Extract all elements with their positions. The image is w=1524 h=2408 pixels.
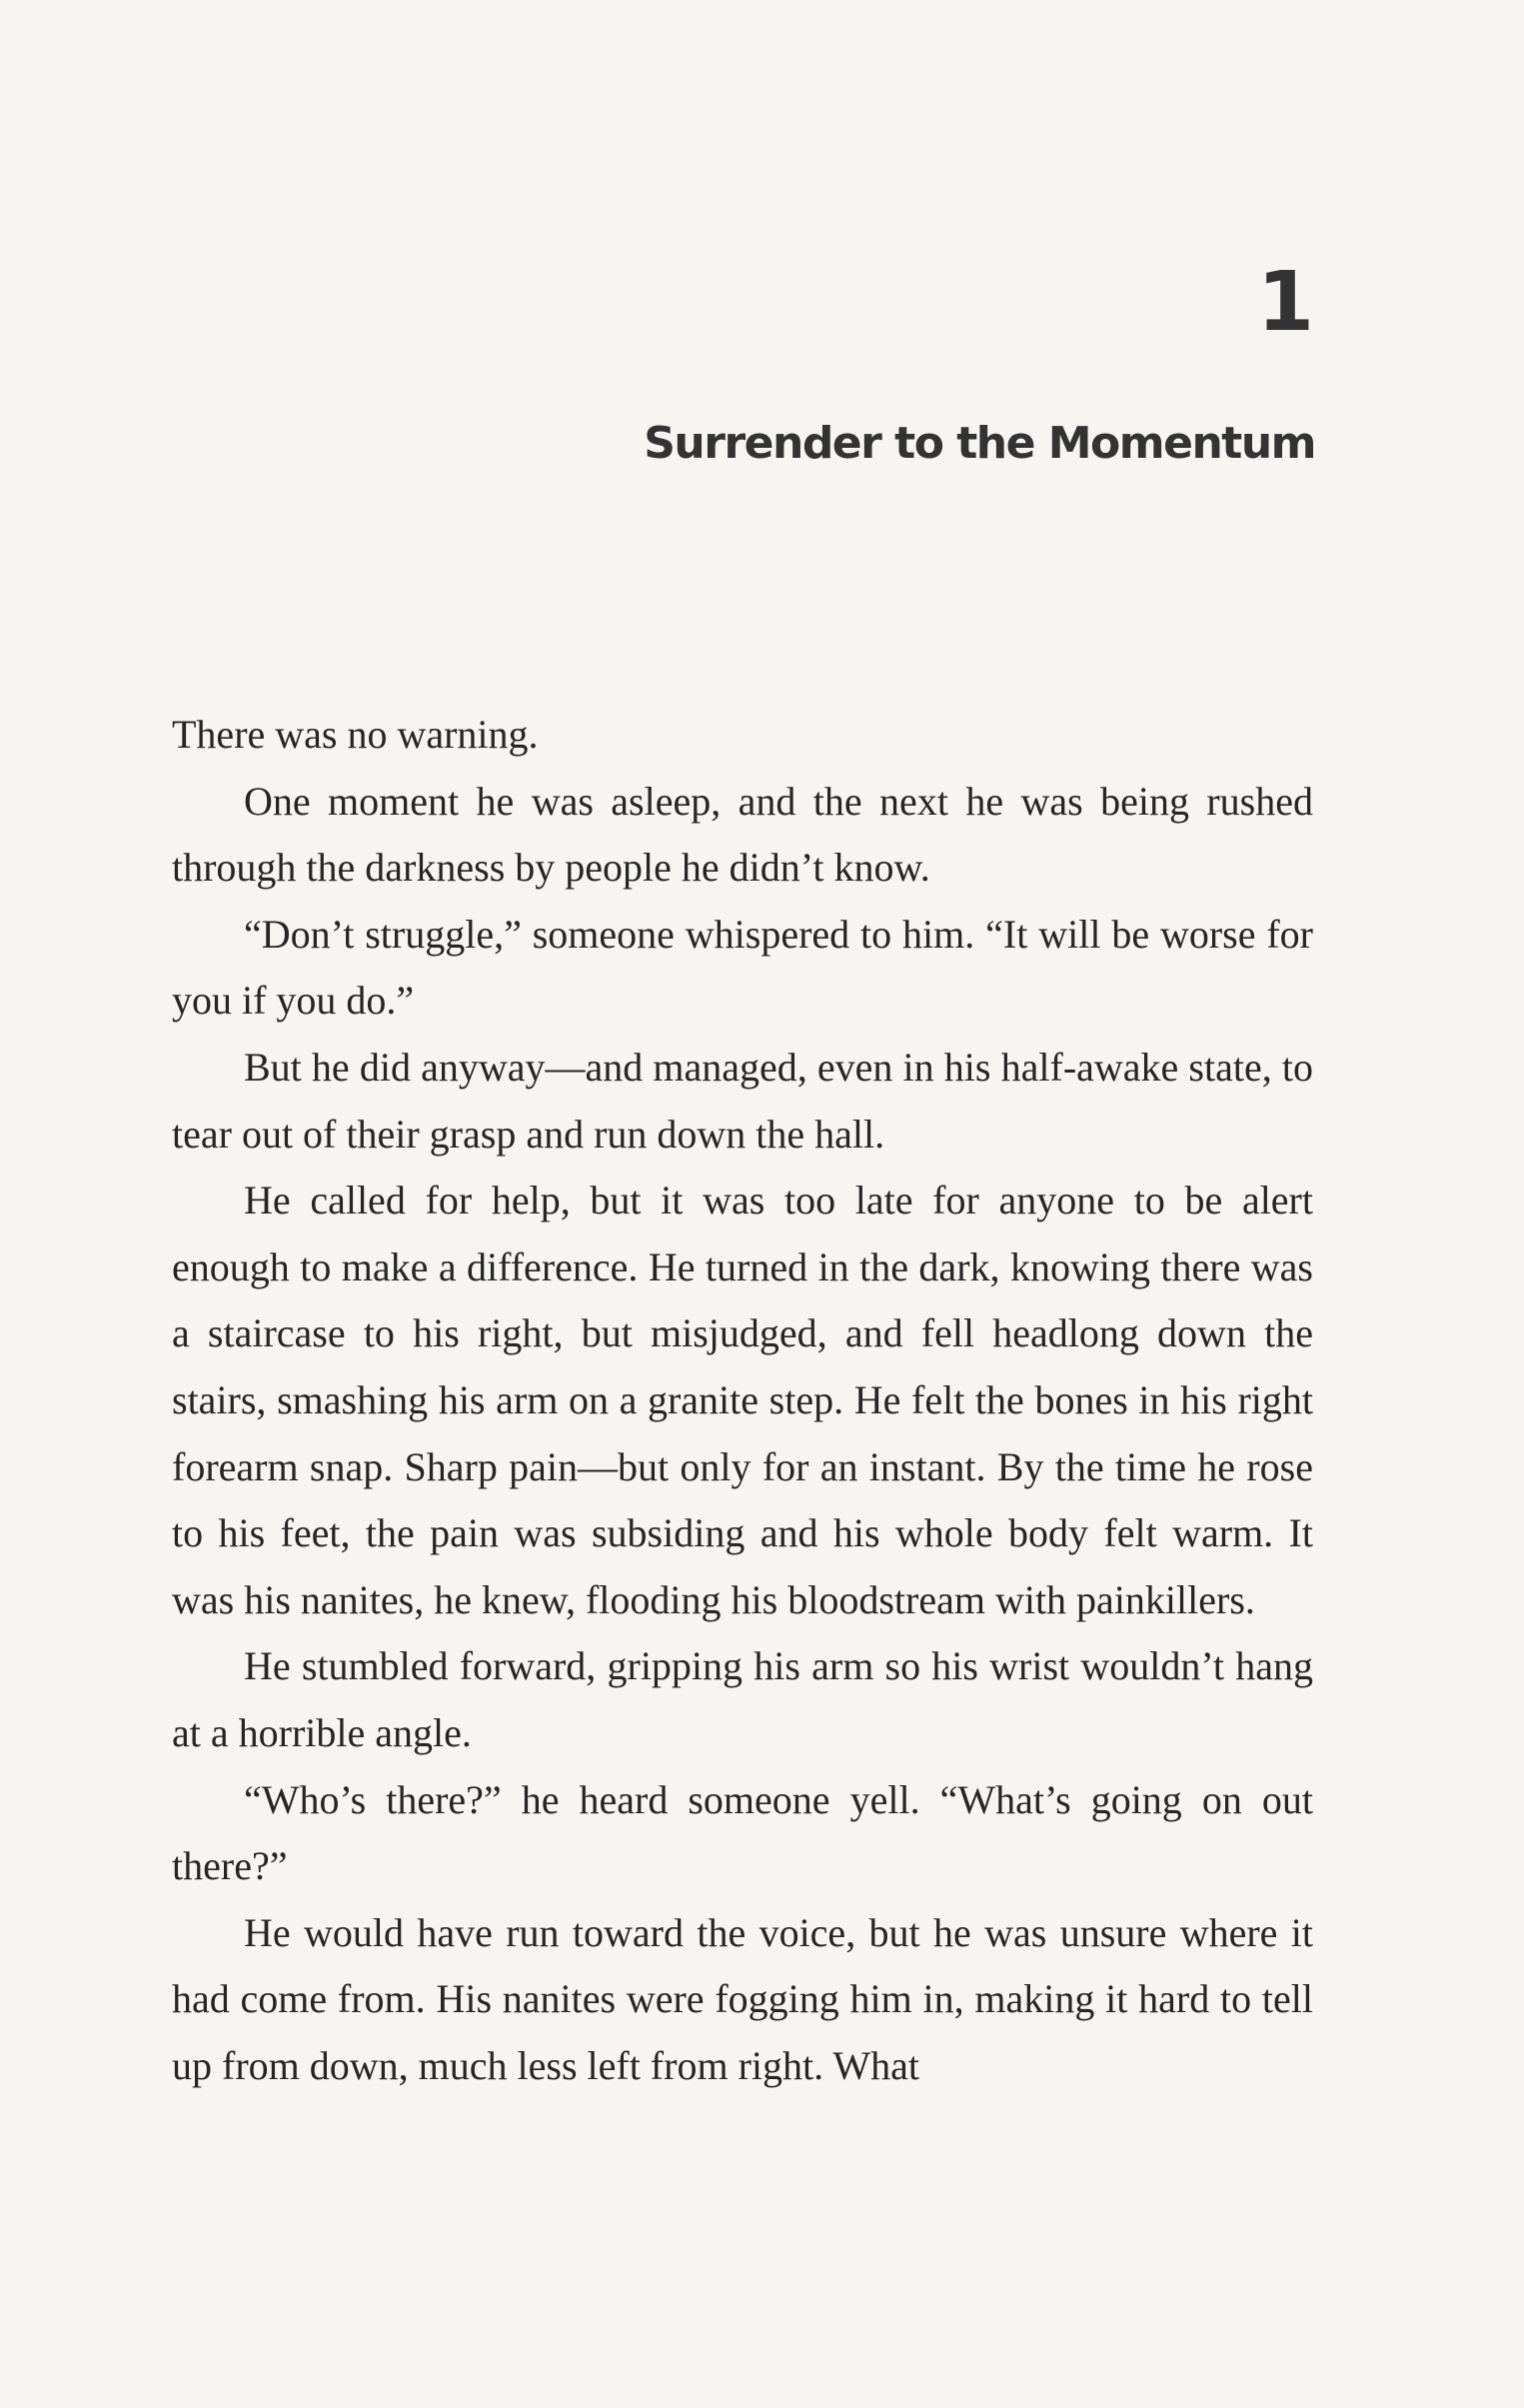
paragraph: “Don’t struggle,” someone whispered to him. “It will be worse for you if you do.” — [172, 911, 1313, 1024]
paragraph: “Who’s there?” he heard someone yell. “What’s going on out there?” — [172, 1776, 1313, 1889]
paragraph: He stumbled forward, gripping his arm so his wrist wouldn’t hang at a horrible angle. — [172, 1643, 1313, 1755]
body-text — [172, 702, 1313, 2099]
chapter-number: 1 — [1256, 255, 1314, 350]
paragraph: He called for help, but it was too late for anyone to be alert enough to make a difference. He turned in the dark, knowing there was a staircase to his right, but misjudged, and fell headlong down the stairs, smashing his arm on a granite step. He felt the bones in his right forearm snap. Sharp pain—but only for an instant. By the time he rose to his feet, the pain was subsiding and his whole body felt warm. It was his nanites, he knew, flooding his bloodstream with painkillers. — [172, 1178, 1313, 1622]
paragraph: There was no warning. — [172, 712, 539, 757]
paragraph: He would have run toward the voice, but he was unsure where it had come from. His nanites were fogging him in, making it hard to tell up from down, much less left from right. What — [172, 1909, 1313, 2088]
chapter-title: Surrender to the Momentum — [644, 418, 1315, 469]
paragraph: One moment he was asleep, and the next he was being rushed through the darkness by people he didn’t know. — [172, 778, 1313, 891]
paragraph: But he did anyway—and managed, even in his half-awake state, to tear out of their grasp and run down the hall. — [172, 1044, 1313, 1157]
